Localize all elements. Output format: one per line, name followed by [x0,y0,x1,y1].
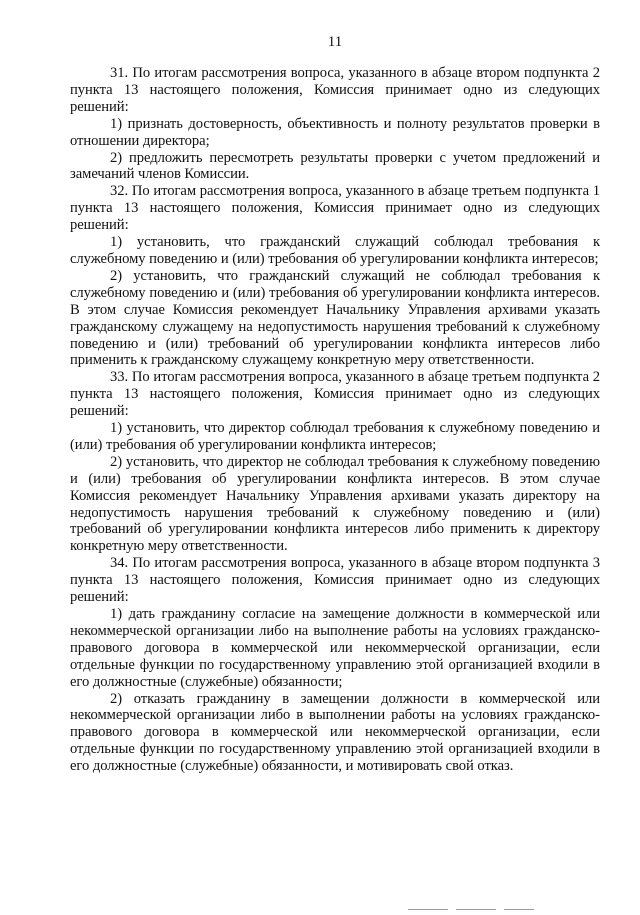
paragraph-31-item-2: 2) предложить пересмотреть результаты проверки с учетом предложений и замечаний членов Комиссии. [70,149,600,183]
paragraph-33-item-1: 1) установить, что директор соблюдал требования к служебному поведению и (или) требования об урегулировании конфликта интересов; [70,420,600,453]
paragraph-34: 34. По итогам рассмотрения вопроса, указанного в абзаце втором подпункта 3 пункта 13 настоящего положения, Комиссия принимает одно из следующих решений: [70,555,600,606]
paragraph-32-item-1: 1) установить, что гражданский служащий соблюдал требования к служебному поведению и (или) требования об урегулировании конфликта интересов; [70,234,600,267]
paragraph-33: 33. По итогам рассмотрения вопроса, указанного в абзаце третьем подпункта 2 пункта 13 настоящего положения, Комиссия принимает одно из следующих решений: [70,369,600,420]
paragraph-32: 32. По итогам рассмотрения вопроса, указанного в абзаце третьем подпункта 1 пункта 13 настоящего положения, Комиссия принимает одно из следующих решений: [70,183,600,234]
paragraph-33-item-2: 2) установить, что директор не соблюдал требования к служебному поведению и (или) требования об урегулировании конфликта интересов. В этом случае Комиссия рекомендует Начальнику Управления архивами указать директору на недопустимость нарушения требований к служебному поведению и (или) требований об урегулировании конфликта интересов либо применить к директору конкретную меру ответственности. [70,453,600,555]
paragraph-31-item-1: 1) признать достоверность, объективность и полноту результатов проверки в отношении директора; [70,115,600,149]
paragraph-34-item-1: 1) дать гражданину согласие на замещение должности в коммерческой или некоммерческой организации либо на выполнение работы на условиях гражданско-правового договора в коммерческой или некоммерческой организации, если отдельные функции по государственному управлению этой организацией входили в его должностные (служебные) обязанности; [70,606,600,690]
paragraph-31: 31. По итогам рассмотрения вопроса, указанного в абзаце втором подпункта 2 пункта 13 настоящего положения, Комиссия принимает одно из следующих решений: [70,65,600,115]
paragraph-32-item-2: 2) установить, что гражданский служащий не соблюдал требования к служебному поведению и (или) требования об урегулировании конфликта интересов. В этом случае Комиссия рекомендует Начальнику Управления архивами указать гражданскому служащему на недопустимость нарушения требований к служебному поведению и (или) требований об урегулировании конфликта интересов либо применить к гражданскому служащему конкретную меру ответственности. [70,267,600,369]
paragraph-34-item-2: 2) отказать гражданину в замещении должности в коммерческой или некоммерческой организации либо в выполнении работы на условиях гражданско-правового договора в коммерческой или некоммерческой организации, если отдельные функции по государственному управлению этой организацией входили в его должностные (служебные) обязанности, и мотивировать свой отказ. [70,690,600,775]
page-number: 11 [327,34,343,50]
footer-scan-marks [400,897,600,899]
